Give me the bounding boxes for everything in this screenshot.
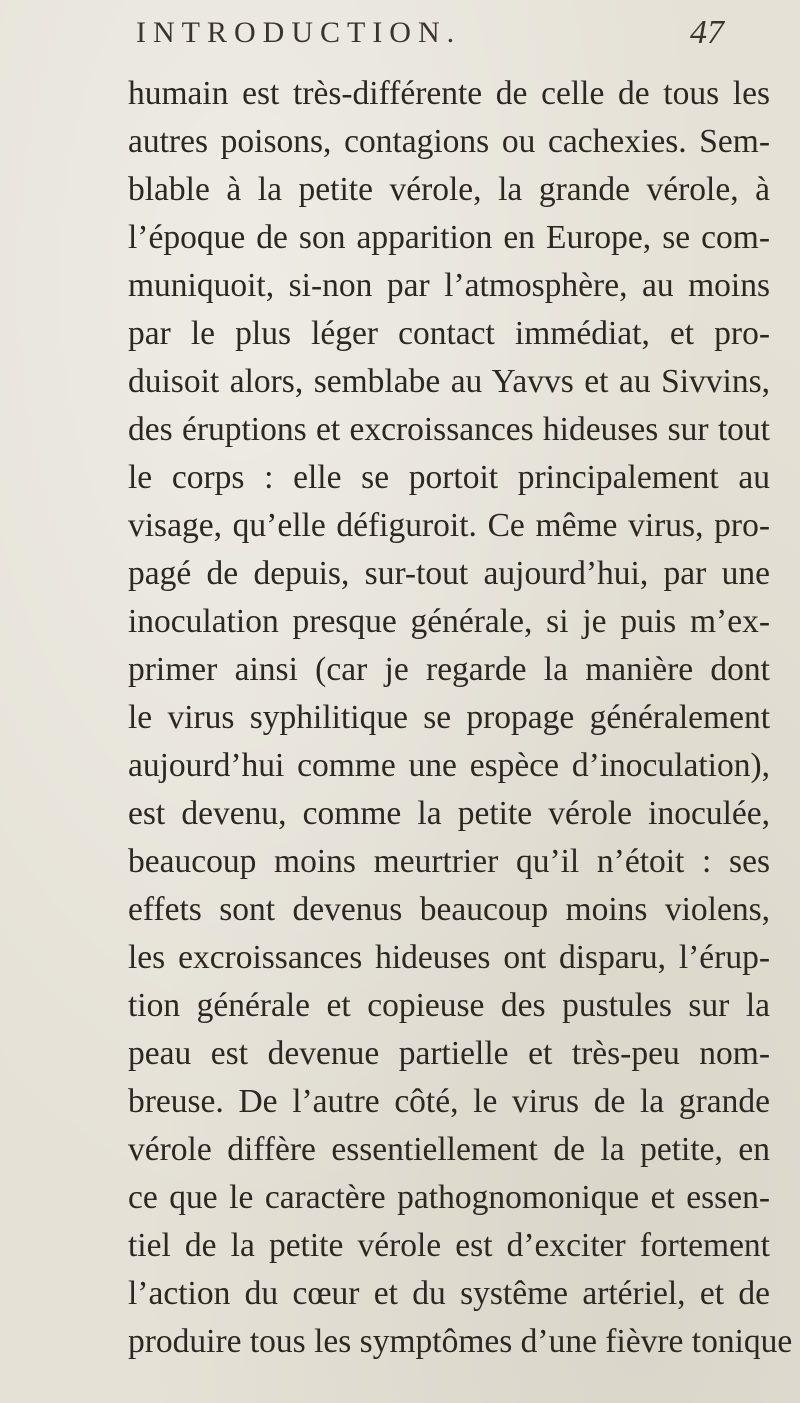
text-line: primer ainsi (car je regarde la manière dont (128, 651, 770, 688)
text-line: par le plus léger contact immédiat, et pro- (128, 315, 770, 352)
text-line: effets sont devenus beaucoup moins violens, (128, 891, 770, 928)
text-line: tion générale et copieuse des pustules sur la (128, 987, 770, 1024)
page-number: 47 (690, 14, 724, 51)
text-line: humain est très-différente de celle de tous les (128, 75, 770, 112)
text-line: duisoit alors, semblabe au Yavvs et au Sivvins, (128, 363, 770, 400)
page-header (0, 14, 800, 58)
text-line: l’action du cœur et du systême artériel, et de (128, 1275, 770, 1312)
text-line: beaucoup moins meurtrier qu’il n’étoit : ses (128, 843, 770, 880)
running-head: INTRODUCTION. (136, 16, 462, 49)
text-line: vérole diffère essentiellement de la petite, en (128, 1131, 770, 1168)
text-line: muniquoit, si-non par l’atmosphère, au moins (128, 267, 770, 304)
text-line: des éruptions et excroissances hideuses sur tout (128, 411, 770, 448)
text-line: le corps : elle se portoit principalement au (128, 459, 770, 496)
text-line: l’époque de son apparition en Europe, se com- (128, 219, 770, 256)
text-line: inoculation presque générale, si je puis m’ex- (128, 603, 770, 640)
text-line: pagé de depuis, sur-tout aujourd’hui, par une (128, 555, 770, 592)
text-line: autres poisons, contagions ou cachexies. Sem- (128, 123, 770, 160)
text-line: les excroissances hideuses ont disparu, l’érup- (128, 939, 770, 976)
text-line: produire tous les symptômes d’une fièvre tonique (128, 1323, 793, 1360)
text-line: aujourd’hui comme une espèce d’inoculation), (128, 747, 770, 784)
text-line: ce que le caractère pathognomonique et essen- (128, 1179, 770, 1216)
text-line: peau est devenue partielle et très-peu nom- (128, 1035, 770, 1072)
body-text (0, 66, 800, 1386)
text-line: blable à la petite vérole, la grande vérole, à (128, 171, 770, 208)
text-line: le virus syphilitique se propage généralement (128, 699, 770, 736)
text-line: est devenu, comme la petite vérole inoculée, (128, 795, 770, 832)
text-line: tiel de la petite vérole est d’exciter fortement (128, 1227, 770, 1264)
text-line: visage, qu’elle défiguroit. Ce même virus, pro- (128, 507, 770, 544)
text-line: breuse. De l’autre côté, le virus de la grande (128, 1083, 770, 1120)
